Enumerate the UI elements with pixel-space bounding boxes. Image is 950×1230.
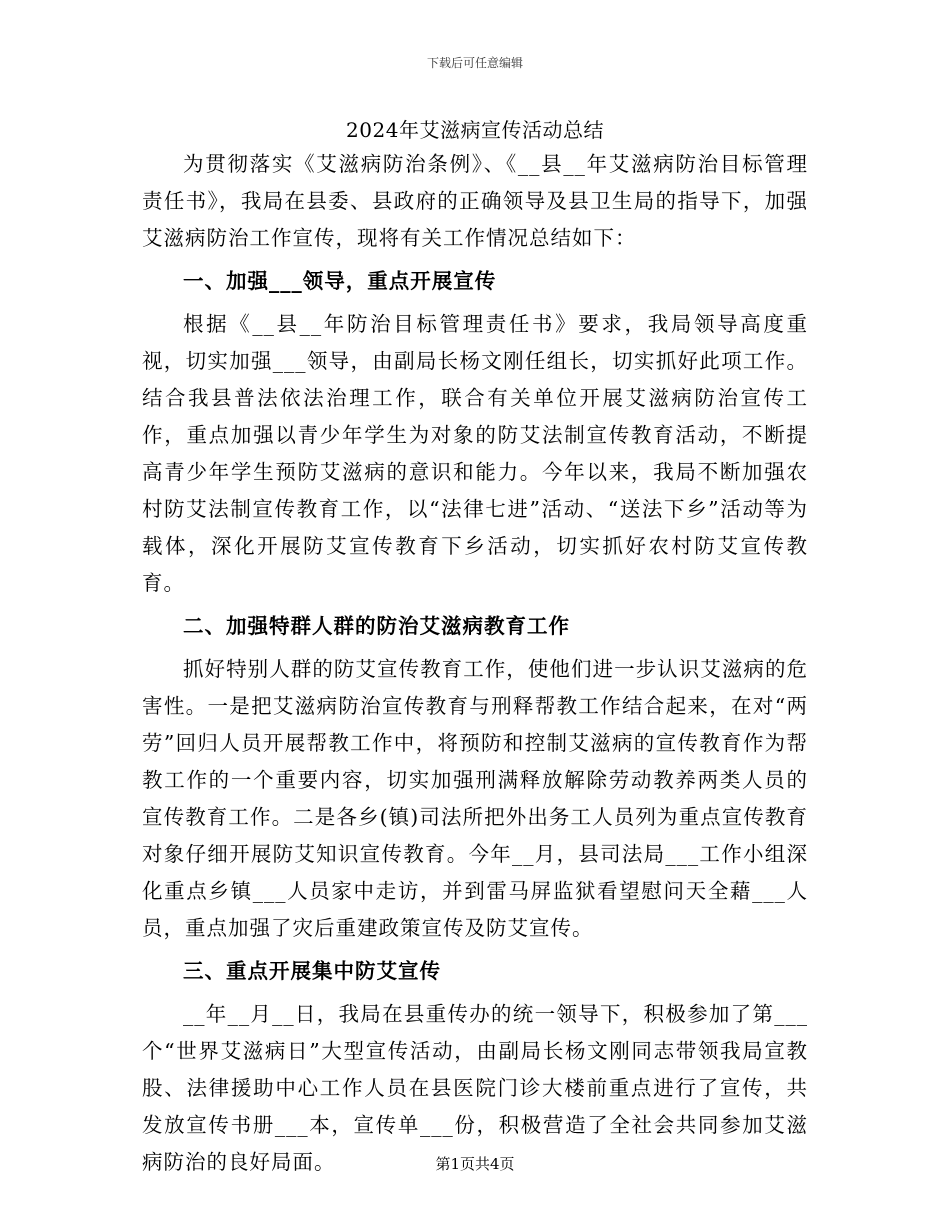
section-paragraph-1: 根据《__县__年防治目标管理责任书》要求，我局领导高度重视，切实加强___领导，由副局长杨文刚任组长，切实抓好此项工作。结合我县普法依法治理工作，联合有关单位开展艾滋病防治宣传工作，重点加强以青少年学生为对象的防艾法制宣传教育活动，不断提高青少年学生预防艾滋病的意识和能力。今年以来，我局不断加强农村防艾法制宣传教育工作，以“法律七进”活动、“送法下乡”活动等为载体，深化开展防艾宣传教育下乡活动，切实抓好农村防艾宣传教育。 (142, 312, 808, 595)
section-paragraph-2: 抓好特别人群的防艾宣传教育工作，使他们进一步认识艾滋病的危害性。一是把艾滋病防治宣传教育与刑释帮教工作结合起来，在对“两劳”回归人员开展帮教工作中，将预防和控制艾滋病的宣传教育作为帮教工作的一个重要内容，切实加强刑满释放解除劳动教养两类人员的宣传教育工作。二是各乡(镇)司法所把外出务工人员列为重点宣传教育对象仔细开展防艾知识宣传教育。今年__月，县司法局___工作小组深化重点乡镇___人员家中走访，并到雷马屏监狱看望慰问天全藉___人员，重点加强了灾后重建政策宣传及防艾宣传。 (142, 657, 808, 940)
header-note: 下载后可任意编辑 (426, 56, 523, 70)
section-heading-1: 一、加强___领导，重点开展宣传 (183, 269, 497, 293)
page-footer: 第1页共4页 (435, 1155, 515, 1173)
section-heading-2: 二、加强特群人群的防治艾滋病教育工作 (183, 614, 570, 638)
section-paragraph-3: __年__月__日，我局在县重传办的统一领导下，积极参加了第___个“世界艾滋病日”大型宣传活动，由副局长杨文刚同志带领我局宣教股、法律援助中心工作人员在县医院门诊大楼前重点进行了宣传，共发放宣传书册___本，宣传单___份，积极营造了全社会共同参加艾滋病防治的良好局面。 (142, 1002, 808, 1174)
document-title: 2024年艾滋病宣传活动总结 (346, 118, 604, 142)
intro-paragraph: 为贯彻落实《艾滋病防治条例》、《__县__年艾滋病防治目标管理责任书》，我局在县委、县政府的正确领导及县卫生局的指导下，加强艾滋病防治工作宣传，现将有关工作情况总结如下： (142, 152, 808, 250)
section-heading-3: 三、重点开展集中防艾宣传 (183, 959, 441, 983)
document-body (142, 146, 808, 1181)
